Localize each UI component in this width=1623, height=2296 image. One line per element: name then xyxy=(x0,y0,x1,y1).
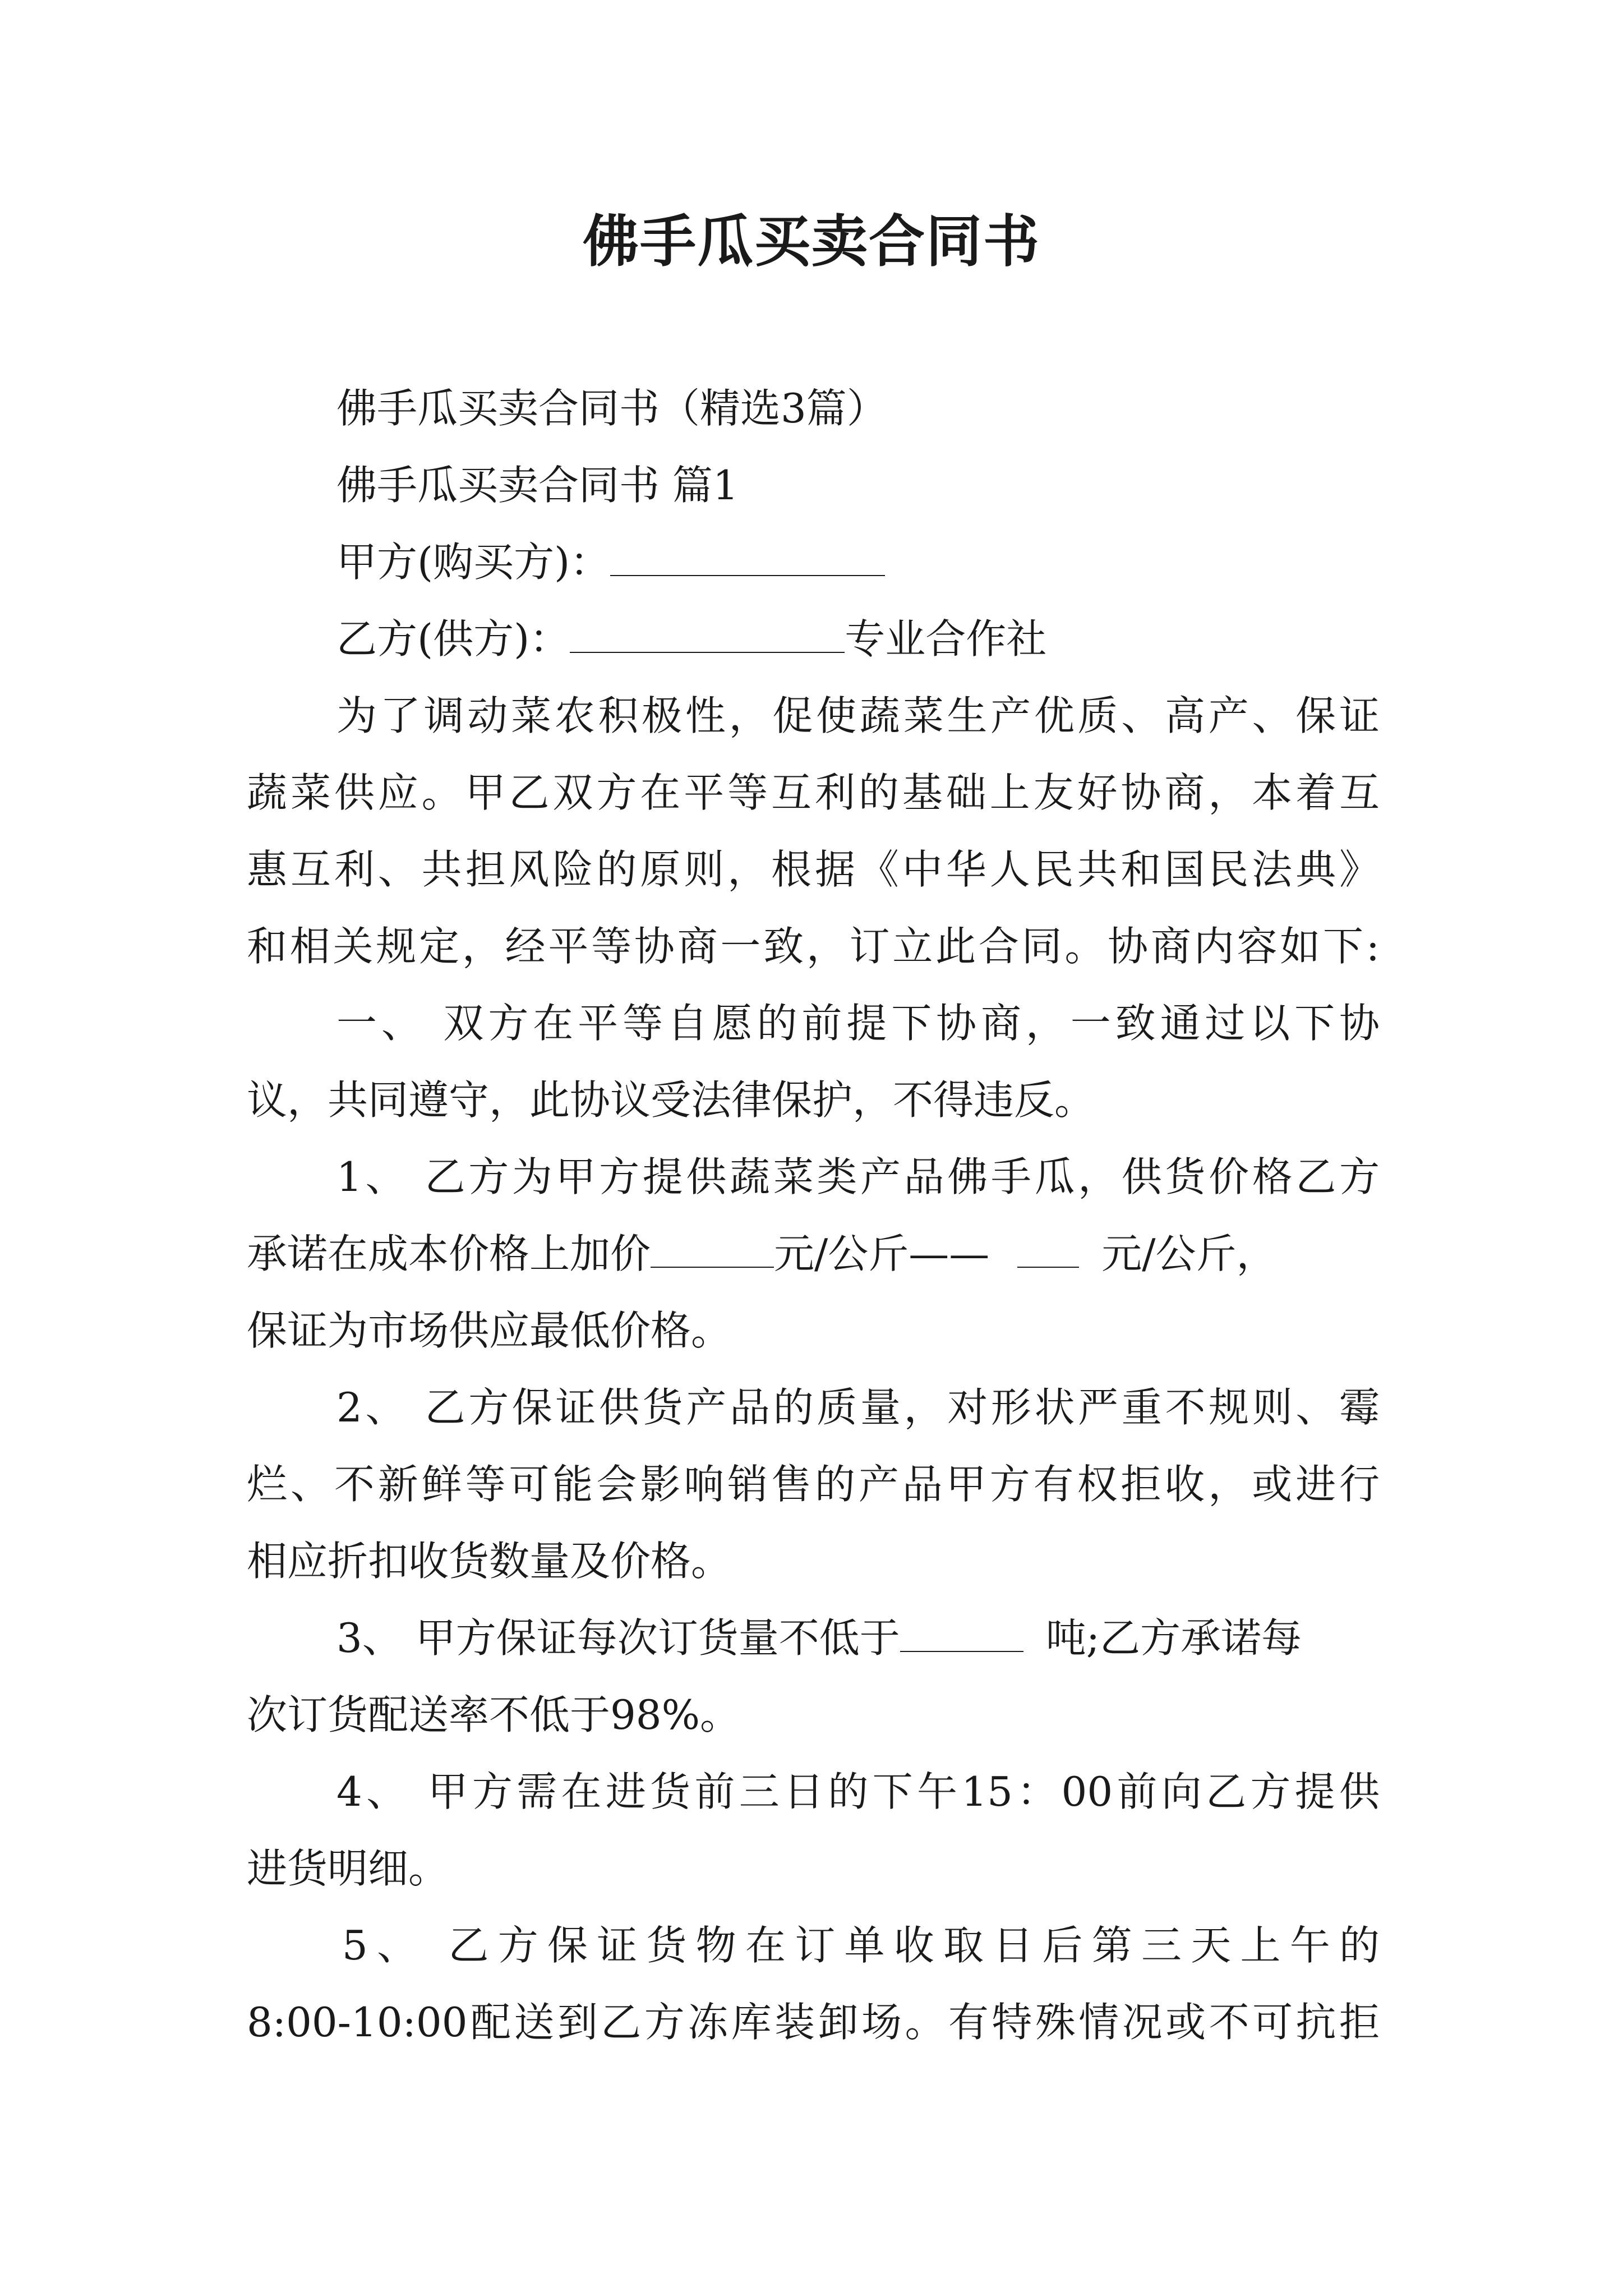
party-a-label: 甲方(购买方)： xyxy=(336,539,611,586)
text-line: 一、 双方在平等自愿的前提下协商，一致通过以下协 xyxy=(336,1000,1380,1047)
text-line xyxy=(336,1600,1302,1677)
text-segment: 吨;乙方承诺每 xyxy=(1045,1614,1302,1662)
text-line: 惠互利、共担风险的原则，根据《中华人民共和国民法典》 xyxy=(247,846,1380,893)
text-segment: 承诺在成本价格上加价 xyxy=(247,1230,651,1277)
party-b-label: 乙方(供方)： xyxy=(336,615,570,662)
text-line: 4、 甲方需在进货前三日的下午15：00前向乙方提供 xyxy=(336,1768,1380,1815)
text-line: 蔬菜供应。甲乙双方在平等互利的基础上友好协商，本着互 xyxy=(247,769,1380,816)
text-line: 5、 乙方保证货物在订单收取日后第三天上午的 xyxy=(342,1922,1380,1969)
blank-field xyxy=(1017,1233,1079,1268)
text-line: 1、 乙方为甲方提供蔬菜类产品佛手瓜，供货价格乙方 xyxy=(336,1153,1380,1200)
text-line: 烂、不新鲜等可能会影响销售的产品甲方有权拒收，或进行 xyxy=(247,1461,1380,1508)
cooperative-label: 专业合作社 xyxy=(845,615,1047,662)
document-title: 佛手瓜买卖合同书 xyxy=(583,208,1040,274)
blank-field xyxy=(900,1617,1023,1652)
blank-field xyxy=(651,1233,774,1268)
blank-field xyxy=(610,541,885,576)
text-line xyxy=(336,524,885,601)
text-segment: 3、 甲方保证每次订货量不低于 xyxy=(336,1614,900,1662)
text-line: 和相关规定，经平等协商一致，订立此合同。协商内容如下: xyxy=(247,923,1380,970)
text-line: 佛手瓜买卖合同书 篇1 xyxy=(336,462,739,509)
text-line: 次订货配送率不低于98%。 xyxy=(247,1691,741,1738)
text-line: 2、 乙方保证供货产品的质量，对形状严重不规则、霉 xyxy=(336,1384,1380,1431)
text-segment: 元/公斤， xyxy=(1101,1230,1277,1277)
blank-field xyxy=(570,618,845,653)
text-segment: 元/公斤—— xyxy=(774,1230,990,1277)
text-line: 保证为市场供应最低价格。 xyxy=(247,1307,732,1354)
text-line: 议，共同遵守，此协议受法律保护，不得违反。 xyxy=(247,1076,1095,1124)
text-line: 相应折扣收货数量及价格。 xyxy=(247,1538,732,1585)
text-line: 进货明细。 xyxy=(247,1845,449,1892)
text-line: 佛手瓜买卖合同书（精选3篇） xyxy=(336,385,887,432)
text-line: 为了调动菜农积极性，促使蔬菜生产优质、高产、保证 xyxy=(336,692,1380,739)
text-line xyxy=(247,1216,1277,1292)
text-line: 8:00-10:00配送到乙方冻库装卸场。有特殊情况或不可抗拒 xyxy=(247,1999,1380,2046)
text-line xyxy=(336,601,1046,678)
